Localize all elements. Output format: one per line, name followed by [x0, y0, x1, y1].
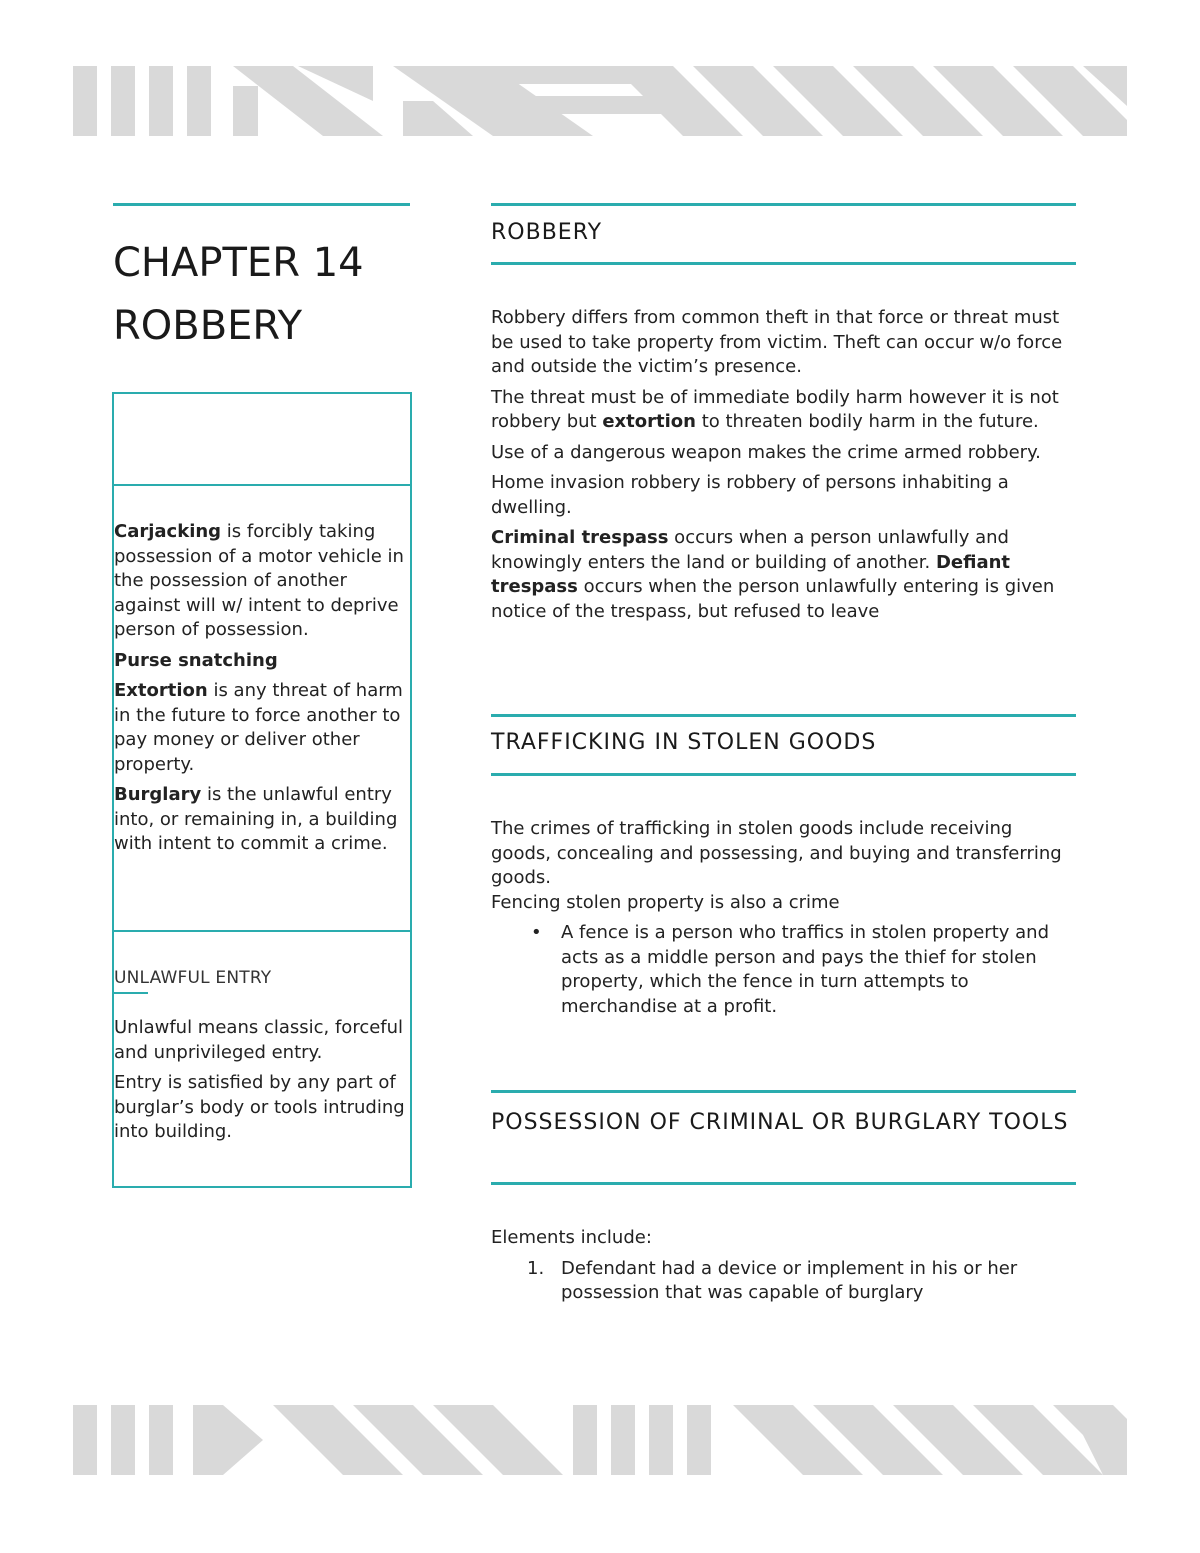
tools-heading: POSSESSION OF CRIMINAL OR BURGLARY TOOLS	[491, 1110, 1069, 1135]
robbery-paragraph-5-b: occurs when the person unlawfully entering is given notice of the trespass, but refused to leave	[491, 576, 1055, 622]
definition-burglary-text: is the unlawful entry into, or remaining in, a building with intent to commit a crime.	[114, 784, 398, 854]
unlawful-entry-heading: UNLAWFUL ENTRY	[114, 968, 272, 988]
unlawful-entry-paragraph-1: Unlawful means classic, forceful and unprivileged entry.	[114, 1017, 404, 1063]
robbery-section-body	[491, 306, 1076, 630]
robbery-paragraph-3: Use of a dangerous weapon makes the crime armed robbery.	[491, 441, 1041, 463]
top-decorative-band	[73, 66, 1127, 136]
term-purse-snatching: Purse snatching	[114, 649, 278, 671]
tools-intro: Elements include:	[491, 1227, 652, 1248]
sidebar-divider-top	[114, 484, 410, 486]
chapter-title-line2: ROBBERY	[113, 303, 303, 349]
unlawful-entry-underline	[114, 992, 148, 994]
robbery-rule-bottom	[491, 262, 1076, 265]
trafficking-rule-bottom	[491, 773, 1076, 776]
tools-rule-top	[491, 1090, 1076, 1093]
unlawful-entry-text	[114, 1016, 410, 1151]
robbery-paragraph-2-b: to threaten bodily harm in the future.	[695, 411, 1039, 432]
term-extortion-inline: extortion	[602, 411, 696, 432]
trafficking-bullet-list	[491, 921, 1076, 1019]
list-item-text: Defendant had a device or implement in his or her possession that was capable of burglary	[561, 1257, 1018, 1303]
term-criminal-trespass: Criminal trespass	[491, 527, 669, 548]
list-item: • A fence is a person who traffics in stolen property and acts as a middle person and pays the thief for stolen property, which the fence in turn attempts to merchandise at a profit.	[561, 921, 1076, 1019]
definition-carjacking-text: is forcibly taking possession of a motor vehicle in the possession of another against will w/ intent to deprive person of possession.	[114, 521, 404, 640]
bottom-decorative-band	[73, 1405, 1127, 1475]
chapter-title-line1: CHAPTER 14	[113, 240, 364, 286]
robbery-paragraph-5	[491, 526, 1076, 624]
term-burglary: Burglary	[114, 784, 202, 805]
term-defiant-trespass: Defiant trespass	[491, 551, 1011, 597]
trafficking-paragraph-1: The crimes of trafficking in stolen goods include receiving goods, concealing and possessing, and buying and transferring goods.	[491, 818, 1062, 888]
sidebar-definitions	[114, 520, 410, 863]
definition-burglary	[114, 783, 410, 857]
definitions-sidebar	[112, 392, 412, 1188]
robbery-paragraph-2-a: The threat must be of immediate bodily harm however it is not robbery but	[491, 386, 1059, 432]
robbery-paragraph-5-a: occurs when a person unlawfully and knowingly enters the land or building of another.	[491, 527, 1009, 573]
tools-section-body	[491, 1226, 1076, 1306]
term-carjacking: Carjacking	[114, 521, 222, 542]
sidebar-divider-bottom	[114, 930, 410, 932]
trafficking-section-body	[491, 817, 1076, 1019]
list-item-number: 1.	[527, 1257, 545, 1279]
robbery-paragraph-4: Home invasion robbery is robbery of persons inhabiting a dwelling.	[491, 472, 1009, 518]
term-extortion: Extortion	[114, 680, 208, 701]
robbery-paragraph-1: Robbery differs from common theft in that force or threat must be used to take property from victim. Theft can occur w/o force and outside the victim’s presence.	[491, 307, 1063, 377]
robbery-heading: ROBBERY	[491, 220, 603, 245]
unlawful-entry-paragraph-2: Entry is satisfied by any part of burglar’s body or tools intruding into building.	[114, 1072, 405, 1142]
definition-carjacking	[114, 520, 410, 643]
tools-elements-list	[491, 1257, 1076, 1306]
definition-purse-snatching	[114, 649, 410, 674]
definition-extortion	[114, 679, 410, 777]
left-title-rule	[113, 203, 410, 206]
list-item	[527, 1257, 1076, 1306]
trafficking-paragraph-2: Fencing stolen property is also a crime	[491, 891, 840, 913]
trafficking-heading: TRAFFICKING IN STOLEN GOODS	[491, 730, 877, 755]
trafficking-rule-top	[491, 714, 1076, 717]
robbery-paragraph-2	[491, 386, 1076, 435]
definition-extortion-text: is any threat of harm in the future to force another to pay money or deliver other property.	[114, 680, 403, 775]
chapter-title	[113, 232, 413, 358]
tools-rule-bottom	[491, 1182, 1076, 1185]
robbery-rule-top	[491, 203, 1076, 206]
